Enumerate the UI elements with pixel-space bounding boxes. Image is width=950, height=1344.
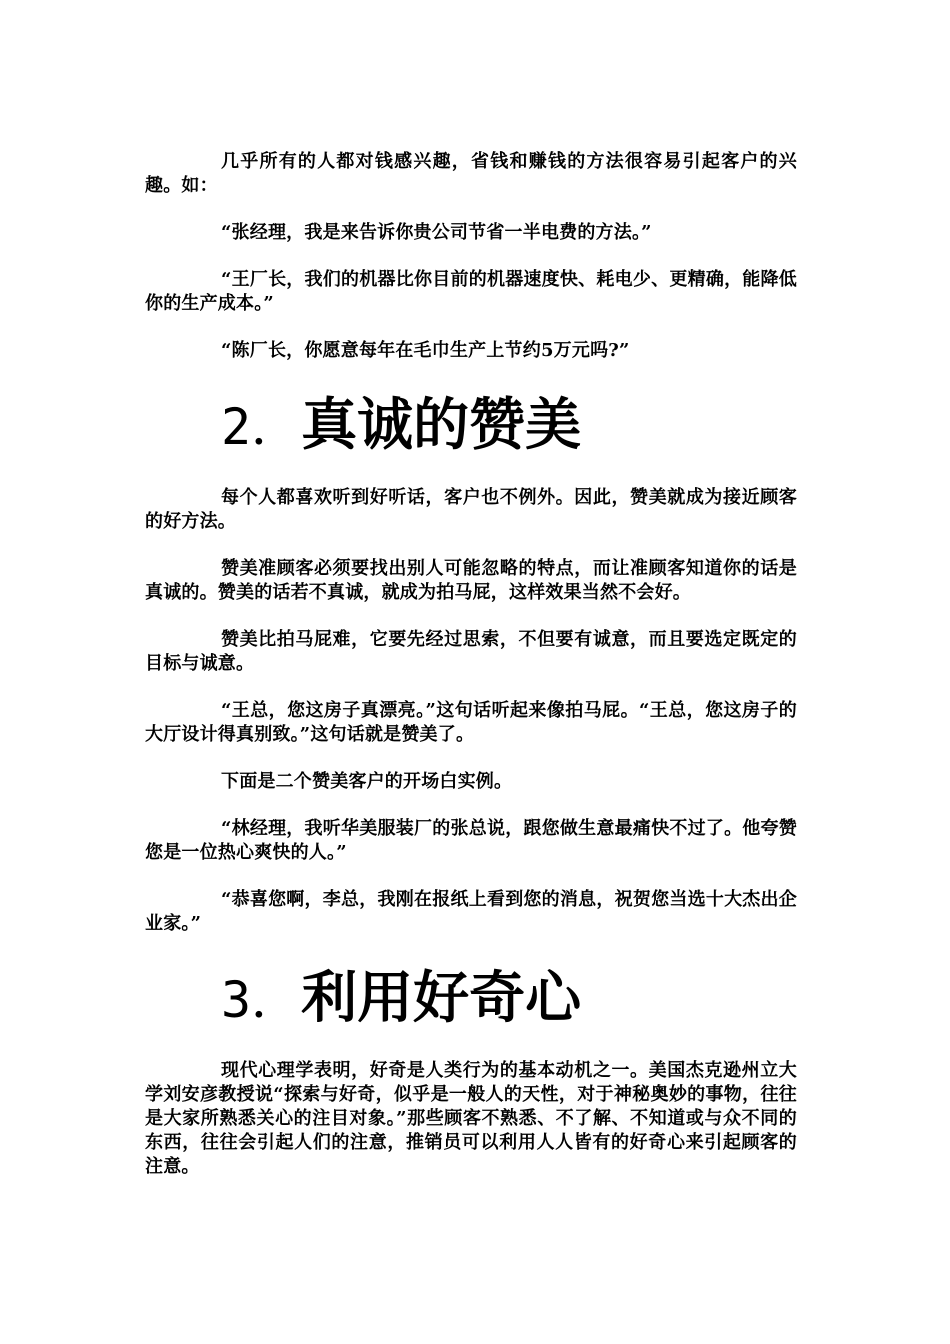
- section-title: 利用好奇心: [301, 965, 582, 1031]
- paragraph: “张经理，我是来告诉你贵公司节省一半电费的方法。”: [221, 222, 652, 243]
- paragraph: 赞美准顾客必须要找出别人可能忽略的特点，而让准顾客知道你的话是真诚的。赞美的话若不真诚，就成为拍马屁，这样效果当然不会好。: [145, 558, 797, 603]
- section-number: 3．: [221, 971, 302, 1029]
- paragraph: “林经理，我听华美服装厂的张总说，跟您做生意最痛快不过了。他夸赞您是一位热心爽快的人。”: [145, 818, 797, 863]
- paragraph: “王总，您这房子真漂亮。”这句话听起来像拍马屁。“王总，您这房子的大厅设计得真别致。”这句话就是赞美了。: [145, 700, 797, 745]
- paragraph: “陈厂长，你愿意每年在毛巾生产上节约5万元吗?”: [221, 340, 630, 361]
- paragraph: 赞美比拍马屁难，它要先经过思索，不但要有诚意，而且要选定既定的目标与诚意。: [145, 629, 797, 674]
- document-body: [145, 150, 797, 1202]
- paragraph: 下面是二个赞美客户的开场白实例。: [221, 771, 513, 792]
- paragraph: 每个人都喜欢听到好听话，客户也不例外。因此，赞美就成为接近顾客的好方法。: [145, 487, 797, 532]
- paragraph: 几乎所有的人都对钱感兴趣，省钱和赚钱的方法很容易引起客户的兴趣。如：: [145, 151, 797, 196]
- paragraph: “王厂长，我们的机器比你目前的机器速度快、耗电少、更精确，能降低你的生产成本。”: [145, 269, 797, 314]
- section-number: 2．: [221, 398, 302, 456]
- section-title: 真诚的赞美: [301, 392, 582, 458]
- paragraph: “恭喜您啊，李总，我刚在报纸上看到您的消息，祝贺您当选十大杰出企业家。”: [145, 889, 797, 934]
- paragraph: 现代心理学表明，好奇是人类行为的基本动机之一。美国杰克逊州立大学刘安彦教授说“探索与好奇，似乎是一般人的天性，对于神秘奥妙的事物，往往是大家所熟悉关心的注目对象。”那些顾客不熟悉、不了解、不知道或与众不同的东西，往往会引起人们的注意，推销员可以利用人人皆有的好奇心来引起顾客的注意。: [145, 1060, 797, 1177]
- section-heading: [221, 386, 797, 466]
- section-heading: [221, 959, 797, 1039]
